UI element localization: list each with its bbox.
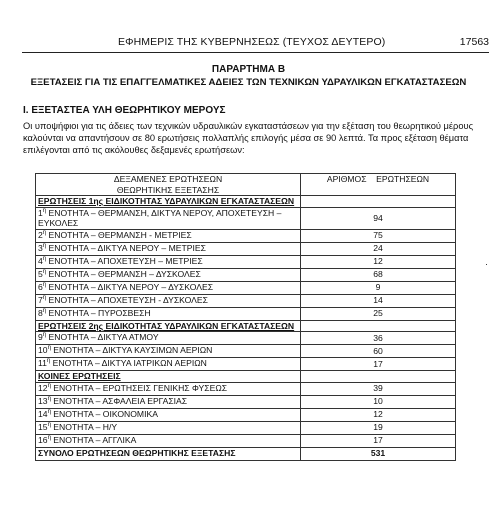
row-count: 75 (301, 229, 456, 242)
ordinal-suffix: η (47, 345, 51, 352)
unit-number: 11 (38, 358, 47, 368)
unit-number: 8 (38, 307, 43, 318)
total-row (36, 447, 456, 460)
annex-subtitle: ΕΞΕΤΑΣΕΙΣ ΓΙΑ ΤΙΣ ΕΠΑΓΓΕΛΜΑΤΙΚΕΣ ΑΔΕΙΕΣ ΤΩΝ ΤΕΧΝΙΚΩΝ ΥΔΡΑΥΛΙΚΩΝ ΕΓΚΑΤΑΣΤΑΣΕΩΝ (30, 77, 467, 88)
col-header-count (301, 174, 456, 196)
intro-paragraph: Οι υποψήφιοι για τις άδειες των τεχνικών υδραυλικών εγκαταστάσεων για την εξέταση του θεωρητικού μέρους καλούνται να απαντήσουν σε 80 ερωτήσεις πολλαπλής επιλογής μέσα σε 90 λεπτά. Τα προς εξέταση θέματα επιλέγονται από τις ακόλουθες δεξαμενές ερωτήσεων: (23, 121, 474, 155)
table-row (36, 332, 456, 345)
ordinal-suffix: η (42, 242, 47, 249)
ordinal-suffix: η (42, 255, 47, 262)
unit-label: ΕΝΟΤΗΤΑ – ΠΥΡΟΣΒΕΣΗ (48, 307, 151, 318)
row-count: 12 (301, 255, 456, 268)
question-pool-table (35, 173, 456, 461)
col-header-pools-line2: ΘΕΩΡΗΤΙΚΗΣ ΕΞΕΤΑΣΗΣ (116, 184, 220, 195)
table-row (36, 229, 456, 242)
row-count: 9 (301, 281, 456, 294)
row-label (36, 294, 301, 307)
col-header-pools (36, 174, 301, 196)
table-row (36, 358, 456, 371)
journal-title: ΕΦΗΜΕΡΙΣ ΤΗΣ ΚΥΒΕΡΝΗΣΕΩΣ (ΤΕΥΧΟΣ ΔΕΥΤΕΡΟ) (118, 36, 386, 48)
row-label (36, 332, 301, 345)
unit-number: 13 (38, 395, 48, 406)
row-count: 12 (301, 408, 456, 421)
unit-label: ΕΝΟΤΗΤΑ – ΘΕΡΜΑΝΣΗ - ΜΕΤΡΙΕΣ (48, 229, 192, 240)
unit-label: ΕΝΟΤΗΤΑ – ΘΕΡΜΑΝΣΗ, ΔΙΚΤΥΑ ΝΕΡΟΥ, ΑΠΟΧΕΤΕΥΣΗ – ΕΥΚΟΛΕΣ (38, 207, 282, 228)
unit-label: ΕΝΟΤΗΤΑ – ΔΙΚΤΥΑ ΙΑΤΡΙΚΩΝ ΑΕΡΙΩΝ (52, 358, 207, 368)
unit-label: ΕΝΟΤΗΤΑ – ΔΙΚΤΥΑ ΝΕΡΟΥ – ΔΥΣΚΟΛΕΣ (48, 281, 214, 292)
unit-label: ΕΝΟΤΗΤΑ – ΘΕΡΜΑΝΣΗ – ΔΥΣΚΟΛΕΣ (48, 268, 201, 279)
row-label (36, 345, 301, 358)
row-label (36, 207, 301, 229)
unit-number: 9 (38, 332, 43, 342)
group-blank-cell (301, 196, 456, 208)
table-row (36, 345, 456, 358)
unit-number: 2 (38, 229, 43, 240)
unit-number: 6 (38, 281, 43, 292)
group-row-specialty-1 (36, 196, 456, 208)
row-label (36, 358, 301, 371)
row-label (36, 242, 301, 255)
table-row (36, 307, 456, 320)
row-count: 17 (301, 434, 456, 447)
unit-number: 12 (38, 382, 48, 393)
table-row (36, 421, 456, 434)
row-count: 36 (301, 332, 456, 345)
table-row (36, 395, 456, 408)
unit-number: 15 (38, 421, 48, 432)
side-mark: · (485, 259, 488, 269)
annex-title: ΠΑΡΑΡΤΗΜΑ Β (211, 64, 286, 75)
ordinal-suffix: η (42, 281, 47, 288)
row-count: 14 (301, 294, 456, 307)
unit-number: 7 (38, 294, 43, 305)
group-label-common: ΚΟΙΝΕΣ ΕΡΩΤΗΣΕΙΣ (36, 371, 301, 383)
row-count: 24 (301, 242, 456, 255)
ordinal-suffix: η (47, 421, 51, 428)
section-heading: I. ΕΞΕΤΑΣΤΕΑ ΥΛΗ ΘΕΩΡΗΤΙΚΟΥ ΜΕΡΟΥΣ (23, 105, 226, 116)
unit-label: ΕΝΟΤΗΤΑ – ΑΣΦΑΛΕΙΑ ΕΡΓΑΣΙΑΣ (53, 395, 188, 406)
header-rule (22, 52, 489, 53)
row-label (36, 268, 301, 281)
unit-label: ΕΝΟΤΗΤΑ – ΔΙΚΤΥΑ ΑΤΜΟΥ (48, 332, 159, 342)
table-header-row (36, 174, 456, 196)
unit-label: ΕΝΟΤΗΤΑ – ΑΠΟΧΕΤΕΥΣΗ - ΔΥΣΚΟΛΕΣ (48, 294, 208, 305)
unit-label: ΕΝΟΤΗΤΑ – ΑΠΟΧΕΤΕΥΣΗ – ΜΕΤΡΙΕΣ (48, 255, 203, 266)
unit-number: 3 (38, 242, 43, 253)
row-count: 17 (301, 358, 456, 371)
row-count: 19 (301, 421, 456, 434)
group-label-specialty-2: ΕΡΩΤΗΣΕΙΣ 2ης ΕΙΔΙΚΟΤΗΤΑΣ ΥΔΡΑΥΛΙΚΩΝ ΕΓΚΑΤΑΣΤΑΣΕΩΝ (36, 320, 301, 332)
unit-label: ΕΝΟΤΗΤΑ – ΟΙΚΟΝΟΜΙΚΑ (53, 408, 158, 419)
group-blank-cell (301, 320, 456, 332)
ordinal-suffix: η (47, 434, 51, 441)
table-row (36, 281, 456, 294)
ordinal-suffix: η (42, 332, 47, 339)
row-count: 94 (301, 207, 456, 229)
ordinal-suffix: η (42, 307, 47, 314)
table-row (36, 294, 456, 307)
unit-number: 1 (38, 207, 43, 218)
row-label (36, 307, 301, 320)
group-blank-cell (301, 371, 456, 383)
unit-label: ΕΝΟΤΗΤΑ – Η/Υ (53, 421, 118, 432)
ordinal-suffix: η (47, 382, 51, 389)
ordinal-suffix: η (47, 395, 51, 402)
group-label-specialty-1: ΕΡΩΤΗΣΕΙΣ 1ης ΕΙΔΙΚΟΤΗΤΑΣ ΥΔΡΑΥΛΙΚΩΝ ΕΓΚΑΤΑΣΤΑΣΕΩΝ (36, 196, 301, 208)
total-count: 531 (301, 447, 456, 460)
group-row-specialty-2 (36, 320, 456, 332)
page-number: 17563 (459, 36, 489, 48)
unit-label: ΕΝΟΤΗΤΑ – ΔΙΚΤΥΑ ΚΑΥΣΙΜΩΝ ΑΕΡΙΩΝ (53, 345, 213, 355)
ordinal-suffix: η (42, 229, 47, 236)
unit-label: ΕΝΟΤΗΤΑ – ΔΙΚΤΥΑ ΝΕΡΟΥ – ΜΕΤΡΙΕΣ (48, 242, 206, 253)
unit-label: ΕΝΟΤΗΤΑ – ΕΡΩΤΗΣΕΙΣ ΓΕΝΙΚΗΣ ΦΥΣΕΩΣ (53, 382, 228, 393)
group-row-common (36, 371, 456, 383)
table-row (36, 207, 456, 229)
page-header (0, 36, 497, 50)
table-row (36, 242, 456, 255)
table-row (36, 408, 456, 421)
table-row (36, 382, 456, 395)
ordinal-suffix: η (46, 358, 51, 365)
row-label (36, 255, 301, 268)
unit-label: ΕΝΟΤΗΤΑ – ΑΓΓΛΙΚΑ (53, 434, 137, 445)
row-count: 10 (301, 395, 456, 408)
table-row (36, 434, 456, 447)
unit-number: 4 (38, 255, 43, 266)
total-label: ΣΥΝΟΛΟ ΕΡΩΤΗΣΕΩΝ ΘΕΩΡΗΤΙΚΗΣ ΕΞΕΤΑΣΗΣ (36, 447, 301, 460)
unit-number: 5 (38, 268, 43, 279)
unit-number: 14 (38, 408, 48, 419)
row-label (36, 421, 301, 434)
row-label (36, 382, 301, 395)
row-label (36, 395, 301, 408)
row-count: 68 (301, 268, 456, 281)
row-count: 25 (301, 307, 456, 320)
col-header-count-label: ΑΡΙΘΜΟΣ ΕΡΩΤΗΣΕΩΝ (326, 174, 430, 184)
ordinal-suffix: η (42, 294, 47, 301)
unit-number: 10 (38, 345, 48, 355)
table-row (36, 268, 456, 281)
ordinal-suffix: η (42, 268, 47, 275)
row-count: 39 (301, 382, 456, 395)
row-label (36, 434, 301, 447)
row-count: 60 (301, 345, 456, 358)
row-label (36, 408, 301, 421)
unit-number: 16 (38, 434, 48, 445)
row-label (36, 229, 301, 242)
table-row (36, 255, 456, 268)
ordinal-suffix: η (47, 408, 51, 415)
col-header-pools-line1: ΔΕΞΑΜΕΝΕΣ ΕΡΩΤΗΣΕΩΝ (113, 174, 223, 184)
row-label (36, 281, 301, 294)
ordinal-suffix: η (42, 207, 47, 214)
